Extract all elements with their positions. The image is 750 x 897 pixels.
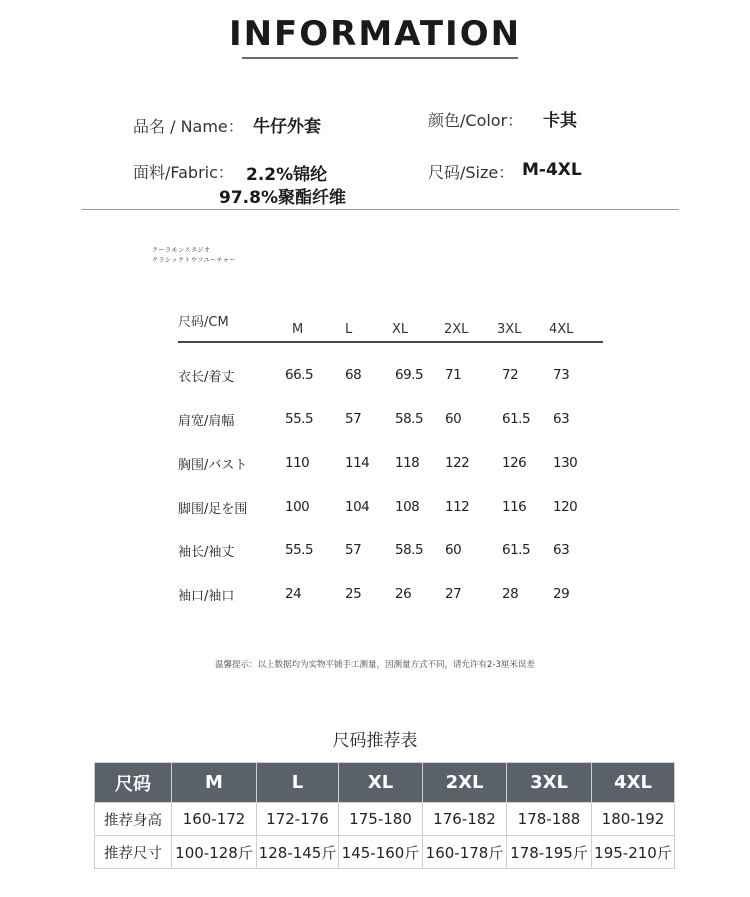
fabric-label: 面料/Fabric： [133, 163, 234, 182]
cm-cell: 63 [553, 411, 570, 427]
cm-cell: 72 [502, 367, 519, 383]
recommend-header-row [95, 763, 675, 803]
cm-cell: 61.5 [502, 411, 531, 427]
cm-cell: 69.5 [395, 367, 424, 383]
cm-cell: 25 [345, 586, 362, 602]
recommend-cell: 178-195斤 [507, 836, 592, 869]
name-label: 品名 / Name： [133, 117, 244, 136]
cm-cell: 58.5 [395, 411, 424, 427]
cm-cell: 27 [445, 586, 462, 602]
recommend-cell: 128-145斤 [257, 836, 339, 869]
cm-col-header: 3XL [497, 322, 522, 337]
recommend-cell: 100-128斤 [172, 836, 257, 869]
recommend-cell: 160-178斤 [423, 836, 507, 869]
cm-cell: 112 [445, 499, 470, 515]
cm-cell: 122 [445, 455, 470, 471]
cm-col-header: XL [392, 322, 409, 337]
recommend-cell: 145-160斤 [339, 836, 423, 869]
cm-unit-label: 尺码/CM [178, 315, 229, 330]
recommend-title: 尺码推荐表 [332, 731, 418, 751]
recommend-cell: 195-210斤 [592, 836, 675, 869]
title-underline [242, 57, 518, 59]
cm-row-label: 袖口/袖口 [178, 589, 235, 604]
color-value: 卡其 [543, 111, 577, 131]
cm-cell: 66.5 [285, 367, 314, 383]
brand-line-1: クーラモンスタジオ [152, 247, 211, 254]
cm-cell: 60 [445, 542, 462, 558]
cm-row-label: 袖长/袖丈 [178, 545, 235, 560]
cm-row-label: 脚围/足を围 [178, 502, 248, 517]
cm-cell: 108 [395, 499, 420, 515]
color-label: 颜色/Color： [428, 111, 524, 130]
name-value: 牛仔外套 [253, 117, 321, 137]
page-title: INFORMATION [228, 14, 522, 54]
cm-cell: 110 [285, 455, 310, 471]
cm-cell: 63 [553, 542, 570, 558]
cm-col-header: 2XL [444, 322, 469, 337]
recommend-cell: 180-192 [592, 803, 675, 836]
cm-col-header: L [345, 322, 353, 337]
cm-cell: 55.5 [285, 411, 314, 427]
cm-cell: 68 [345, 367, 362, 383]
cm-cell: 104 [345, 499, 370, 515]
cm-cell: 28 [502, 586, 519, 602]
recommend-header-cell: M [172, 763, 257, 803]
cm-row-label: 衣长/着丈 [178, 370, 235, 385]
cm-cell: 57 [345, 542, 362, 558]
cm-cell: 116 [502, 499, 527, 515]
recommend-header-cell: L [257, 763, 339, 803]
cm-row-label: 胸围/バスト [178, 458, 248, 473]
cm-col-header: 4XL [549, 322, 574, 337]
table-row [95, 803, 675, 836]
cm-cell: 58.5 [395, 542, 424, 558]
cm-cell: 26 [395, 586, 412, 602]
recommend-cell: 175-180 [339, 803, 423, 836]
recommend-cell: 160-172 [172, 803, 257, 836]
recommend-header-cell: 4XL [592, 763, 675, 803]
brand-line-2: クラシックトウフユーチャー [152, 257, 236, 264]
cm-header-rule [178, 341, 603, 343]
recommend-row-label: 推荐身高 [95, 803, 172, 836]
recommend-header-cell: 2XL [423, 763, 507, 803]
size-label: 尺码/Size： [428, 163, 515, 182]
recommend-header-cell: 尺码 [95, 763, 172, 803]
cm-cell: 73 [553, 367, 570, 383]
cm-cell: 126 [502, 455, 527, 471]
recommend-header-cell: XL [339, 763, 423, 803]
size-recommend-table [94, 762, 675, 869]
measurement-tip: 温馨提示：以上数据均为实物平铺手工测量，因测量方式不同，请允许有2-3厘米误差 [215, 660, 535, 670]
cm-cell: 120 [553, 499, 578, 515]
size-value: M-4XL [522, 160, 582, 180]
cm-cell: 29 [553, 586, 570, 602]
recommend-cell: 178-188 [507, 803, 592, 836]
cm-row-label: 肩宽/肩幅 [178, 414, 235, 429]
cm-cell: 118 [395, 455, 420, 471]
cm-cell: 60 [445, 411, 462, 427]
section-divider [82, 209, 679, 210]
cm-col-header: M [292, 322, 304, 337]
cm-cell: 61.5 [502, 542, 531, 558]
cm-cell: 100 [285, 499, 310, 515]
cm-cell: 71 [445, 367, 462, 383]
recommend-row-label: 推荐尺寸 [95, 836, 172, 869]
cm-cell: 114 [345, 455, 370, 471]
recommend-cell: 176-182 [423, 803, 507, 836]
table-row [95, 836, 675, 869]
cm-cell: 130 [553, 455, 578, 471]
cm-cell: 24 [285, 586, 302, 602]
cm-cell: 57 [345, 411, 362, 427]
recommend-header-cell: 3XL [507, 763, 592, 803]
cm-cell: 55.5 [285, 542, 314, 558]
recommend-cell: 172-176 [257, 803, 339, 836]
fabric-value-2: 97.8%聚酯纤维 [219, 188, 346, 208]
fabric-value-1: 2.2%锦纶 [246, 165, 328, 185]
